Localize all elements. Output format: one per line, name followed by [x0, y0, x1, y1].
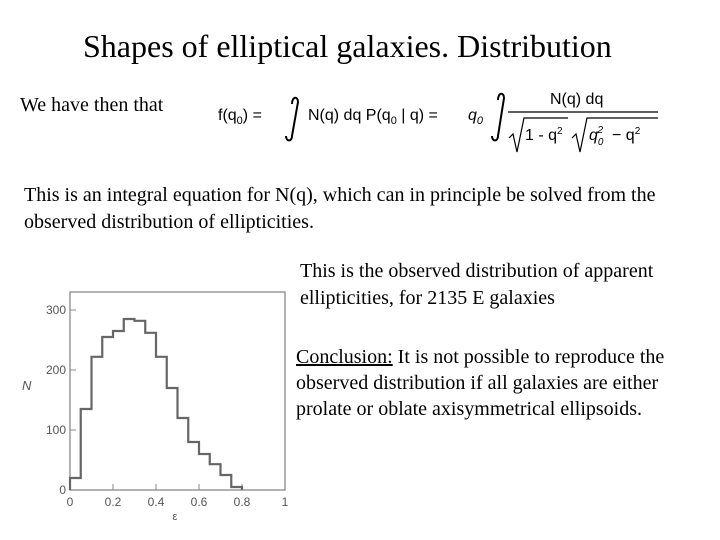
- formula-den-c: − $q^2$: [612, 126, 641, 144]
- histogram-bar-5: [124, 319, 135, 490]
- formula-q0: $q_0$: [468, 107, 484, 127]
- histogram-bar-6: [135, 321, 146, 490]
- distribution-description: This is the observed distribution of apparent ellipticities, for 2135 E galaxies: [300, 260, 654, 309]
- formula-integrand: N(q) dq $P(q_0$ | q) =: [308, 107, 438, 127]
- formula-lhs: $f(q_0)$ =: [218, 107, 262, 127]
- formula-numerator: N(q) dq: [550, 91, 604, 108]
- ellipticity-histogram: [14, 262, 304, 540]
- integral-formula: [212, 82, 668, 160]
- formula-den-b: $q_02$: [589, 125, 604, 148]
- y-tick-label-2: 200: [45, 363, 66, 377]
- slide-title: Shapes of elliptical galaxies. Distribution: [83, 28, 612, 64]
- x-tick-label-0: 0: [66, 495, 74, 509]
- formula-den-a: $1 - q^2$: [525, 126, 563, 144]
- histogram-bar-3: [102, 337, 113, 490]
- integral-equation-paragraph: This is an integral equation for N(q), which can in principle be solved from the observed distribution of ellipticities.: [24, 184, 656, 233]
- conclusion-text: It is not possible to reproduce the observed distribution if all galaxies are either prolate or oblate axisymmetrical ellipsoids.: [296, 346, 665, 420]
- integral-sign-1: [286, 98, 298, 141]
- x-tick-label-5: 1: [281, 495, 289, 509]
- intro-text: We have then that: [20, 94, 164, 116]
- histogram-bar-14: [221, 475, 232, 490]
- histogram-bar-8: [156, 357, 167, 490]
- histogram-bar-2: [92, 357, 103, 490]
- x-tick-label-3: 0.6: [190, 495, 208, 509]
- x-tick-label-2: 0.4: [147, 495, 165, 509]
- histogram-bar-10: [178, 418, 189, 490]
- x-tick-label-4: 0.8: [233, 495, 251, 509]
- histogram-bar-4: [113, 331, 124, 490]
- histogram-bar-9: [167, 388, 178, 490]
- histogram-bar-1: [81, 409, 92, 490]
- histogram-bar-12: [199, 454, 210, 490]
- conclusion-paragraph: [296, 344, 714, 422]
- histogram-bar-13: [210, 464, 221, 490]
- y-axis-label: N: [22, 378, 32, 393]
- y-tick-label-1: 100: [45, 423, 66, 437]
- integral-sign-2: [492, 94, 504, 141]
- histogram-bar-0: [70, 478, 81, 490]
- histogram-bar-7: [145, 333, 156, 490]
- y-tick-label-0: 0: [59, 483, 66, 497]
- conclusion-label: Conclusion:: [296, 346, 393, 368]
- x-tick-label-1: 0.2: [104, 495, 122, 509]
- histogram-bar-11: [188, 442, 199, 490]
- x-axis-label: ε: [172, 511, 178, 523]
- y-tick-label-3: 300: [45, 303, 66, 317]
